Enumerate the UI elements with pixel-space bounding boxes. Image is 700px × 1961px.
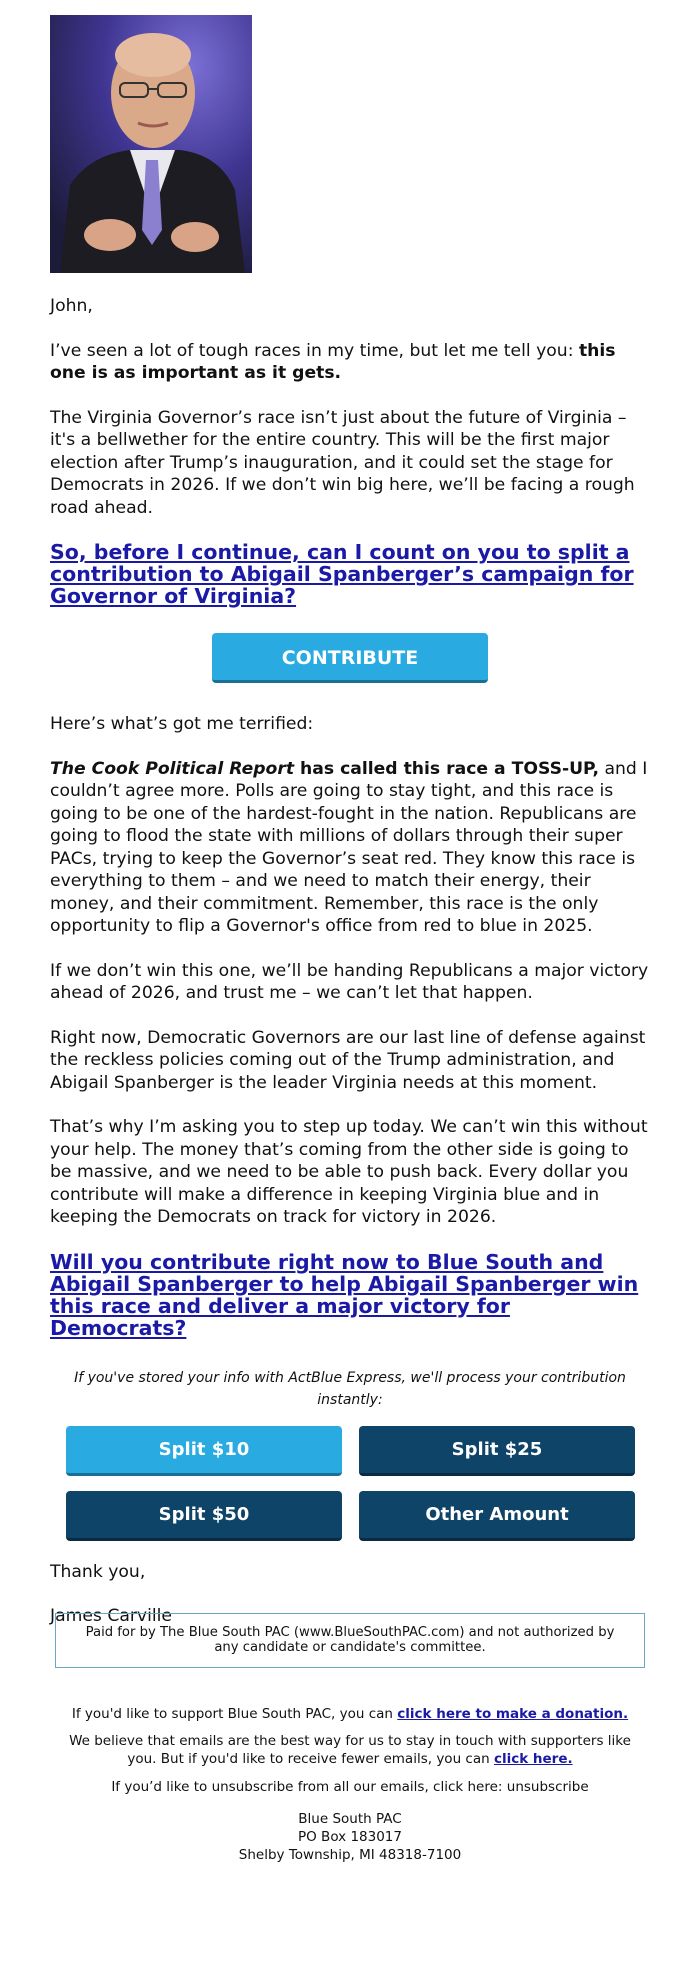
signature: James Carville xyxy=(50,1606,173,1626)
paid-for-disclaimer: Paid for by The Blue South PAC (www.BlueSouthPAC.com) and not authorized by any candidate or candidate's committee. xyxy=(55,1613,645,1668)
mailing-address xyxy=(60,1810,640,1864)
contribute-row xyxy=(50,633,650,683)
cook-report-title: The Cook Political Report xyxy=(50,758,295,779)
paragraph-step-up: That’s why I’m asking you to step up today. We can’t win this without your help. The money that’s coming from the other side is going to be massive, and we need to be able to push back. Every dollar you contribute will make a difference in keeping Virginia blue and in keeping the Democrats on track for victory in 2026. xyxy=(50,1117,648,1227)
address-city: Shelby Township, MI 48318-7100 xyxy=(238,1847,462,1863)
split-amount-buttons xyxy=(50,1426,650,1566)
split-25-button[interactable]: Split $25 xyxy=(359,1426,635,1476)
address-org: Blue South PAC xyxy=(298,1811,402,1827)
toss-up-text: and I couldn’t agree more. Polls are going to stay tight, and this race is going to be one of the hardest-fought in the nation. Republicans are going to flood the state with millions of dollars through their super PACs, trying to keep the Governor’s seat red. They know this race is everything to them – and we need to match their energy, their money, and their commitment. Remember, this race is the only opportunity to flip a Governor's office from red to blue in 2025. xyxy=(50,758,648,936)
contribution-ask-link[interactable]: So, before I continue, can I count on you to split a contribution to Abigail Spanberger’s campaign for Governor of Virginia? xyxy=(50,540,634,608)
paragraph-bellwether: The Virginia Governor’s race isn’t just about the future of Virginia – it's a bellwether for the entire country. This will be the first major election after Trump’s inauguration, and it could set the stage for Democrats in 2026. If we don’t win big here, we’ll be facing a rough road ahead. xyxy=(50,407,635,518)
toss-up-emphasis: has called this race a TOSS-UP, xyxy=(294,758,600,779)
message-content xyxy=(50,295,650,1650)
closing-thanks: Thank you, xyxy=(50,1561,146,1582)
split-10-button[interactable]: Split $10 xyxy=(66,1426,342,1476)
fewer-emails-link[interactable]: click here. xyxy=(493,1751,573,1767)
paragraph-victory: If we don’t win this one, we’ll be handing Republicans a major victory ahead of 2026, and trust me – we can’t let that happen. xyxy=(50,960,649,1003)
split-50-button[interactable]: Split $50 xyxy=(66,1491,342,1541)
support-text: If you'd like to support Blue South PAC, you can xyxy=(71,1706,398,1722)
other-amount-button[interactable]: Other Amount xyxy=(359,1491,635,1541)
contribute-now-link[interactable]: Will you contribute right now to Blue South and Abigail Spanberger to help Abigail Spanberger win this race and deliver a major victory for Democrats? xyxy=(50,1249,639,1340)
donation-link[interactable]: click here to make a donation. xyxy=(397,1706,629,1722)
sender-portrait-image xyxy=(50,15,252,273)
contribute-button[interactable]: CONTRIBUTE xyxy=(212,633,488,683)
intro-emphasis: this one is as important as it gets. xyxy=(50,340,616,383)
paragraph-governors: Right now, Democratic Governors are our last line of defense against the reckless policies coming out of the Trump administration, and Abigail Spanberger is the leader Virginia needs at this moment. xyxy=(50,1027,646,1093)
address-po-box: PO Box 183017 xyxy=(298,1829,402,1845)
unsubscribe-line[interactable]: If you’d like to unsubscribe from all our emails, click here: unsubscribe xyxy=(111,1779,589,1795)
paragraph-terrified: Here’s what’s got me terrified: xyxy=(50,714,314,734)
actblue-express-note: If you've stored your info with ActBlue Express, we'll process your contribution instantly: xyxy=(74,1369,626,1408)
greeting: John, xyxy=(50,296,93,316)
fewer-emails-text: We believe that emails are the best way for us to stay in touch with supporters like you. But if you'd like to receive fewer emails, you can xyxy=(69,1733,631,1767)
sender-photo xyxy=(50,15,252,273)
support-line xyxy=(60,1705,640,1723)
paragraph-intro xyxy=(50,340,650,385)
paragraph-toss-up xyxy=(50,758,650,938)
fewer-emails-line xyxy=(60,1732,640,1768)
intro-text: I’ve seen a lot of tough races in my time, but let me tell you: xyxy=(50,340,579,361)
